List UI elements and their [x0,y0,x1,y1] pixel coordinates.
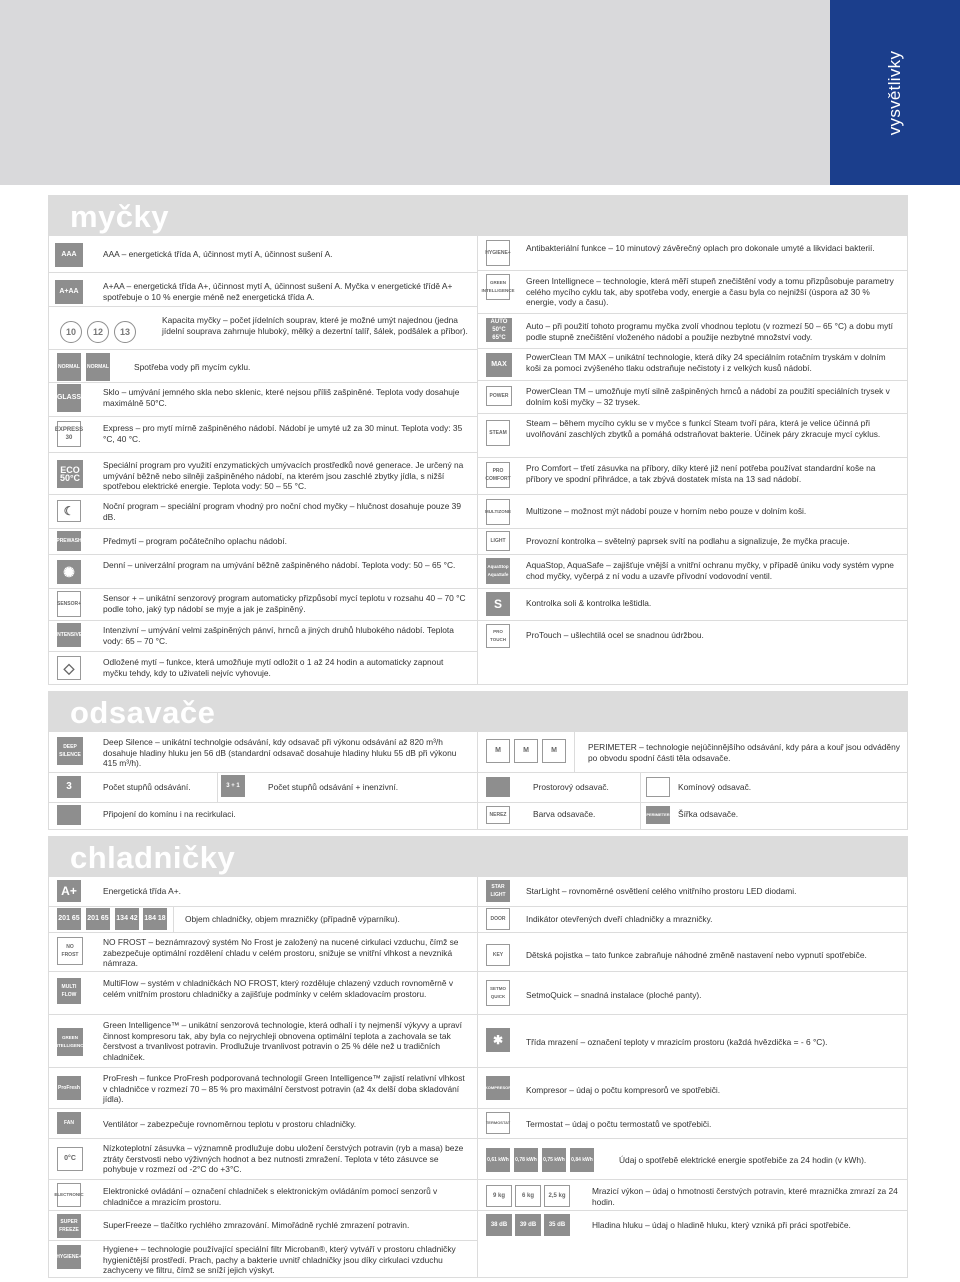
section-tab-label: vysvětlivky [885,50,904,135]
door-open-indicator-icon: DOOR [486,908,510,930]
eco-50-icon: ECO 50°C [57,460,83,488]
legend-text: Nízkoteplotní zásuvka – významně prodlužuje dobu uložení čerstvých potravin (ryb a masa) beze ztráty čerstvosti nebo výživných hodnot a bez nutnosti zmražení. Teplota v této zásuvce se pohybuje v rozmezí od -2°C do +3°C. [103,1143,464,1175]
legend-text: AquaStop, AquaSafe – zajišťuje vnější a vnitřní ochranu myčky, v případě úniku vody systém vypne chod myčky, vyčerpá z ní vodu a uzavře přívodní vodovodní ventil. [526,560,894,581]
profresh-icon: ProFresh [57,1076,81,1100]
energy-a-plus-aa-icon: A+AA [55,280,83,304]
perimeter-icon: M [542,739,566,763]
water-normal-icon: NORMAL [86,353,110,381]
hygiene-plus-icon: HYGIENE+ [486,240,510,266]
starlight-icon: STAR LIGHT [486,880,510,902]
energy-consumption-icon: 0,61 kWh [486,1148,510,1172]
green-intelligence-icon: GREEN INTELLIGENCE [57,1028,83,1056]
legend-text: AAA – energetická třída A, účinnost mytí A, účinnost sušení A. [103,249,333,259]
night-program-icon: ☾ [57,500,81,522]
aquastop-icon: AquaStop AquaSafe [486,558,510,584]
volume-icon: 184 18 [143,908,167,930]
multiflow-icon: MULTI FLOW [57,978,81,1004]
pro-touch-icon: PRO TOUCH [486,624,510,648]
legend-text: Termostat – údaj o počtu termostatů ve spotřebiči. [526,1119,712,1129]
legend-text: Spotřeba vody při mycím cyklu. [134,362,251,372]
setmoquick-icon: SETMO QUICK [486,980,510,1006]
daily-program-icon: ✺ [57,560,81,584]
prewash-icon: PREWASH [57,531,81,551]
legend-text: Indikátor otevřených dveří chladničky a mrazničky. [526,914,713,924]
capacity-10-icon: 10 [60,321,82,343]
legend-text: Připojení do komínu i na recirkulaci. [103,809,236,819]
powerclean-icon: POWER [486,386,512,406]
legend-text: Dětská pojistka – tato funkce zabraňuje náhodné změně nastavení nebo vypnutí spotřebiče. [526,950,867,960]
no-frost-icon: NO FROST [57,937,83,965]
multizone-icon: MULTIZONE [486,499,510,525]
freezing-capacity-icon: 2,5 kg [544,1185,570,1207]
legend-text: SuperFreeze – tlačítko rychlého zmrazování. Mimořádně rychlé zmrazení potravin. [103,1220,410,1230]
perimeter-icon: M [514,739,538,763]
legend-text: Green Intelligence™ – unikátní senzorová technologie, která odhalí i ty nejmenší výkyvy a upraví činnost kompresoru tak, aby byla co nejrychleji obnovena optimální teplota a zachovala se tak čerstvost a trvanlivost potravin. Prodlužuje trvanlivost potravin o 25 % déle než u tradičních chladniček. [103,1020,462,1062]
legend-text: NO FROST – beznámrazový systém No Frost je založený na nucené cirkulaci vzduchu, čímž se zabezpečuje optimální rozdělení chladu v celém prostoru, snižuje se vnitřní vlhkost a nevzniká námraza. [103,937,459,969]
legend-text: Steam – během mycího cyklu se v myčce s funkcí Steam tvoří pára, která je velice účinná při uvolňování zaschlých zbytků a pomáhá odstraňovat bakterie. Účinek páry zkracuje mycí cyklus. [526,418,881,439]
volume-icon: 201 65 [86,908,110,930]
legend-text: MultiFlow – systém v chladničkách NO FROST, který rozděluje chlazený vzduch rovnoměrně v celém vnitřním prostoru chladničky a zajišťuje podmínky v celém skladovacím prostoru. [103,978,454,999]
island-hood-icon [486,777,510,797]
hood-color-icon: NEREZ [486,806,510,824]
legend-text: Barva odsavače. [533,809,596,819]
noise-level-icon: 38 dB [486,1214,512,1236]
express-30-icon: EXPRESS 30 [57,421,81,447]
legend-text: PowerClean TM – umožňuje mytí silně zašpiněných hrnců a nádobí za použití speciálních trysek v dolním koši myčky – 32 trysek. [526,386,890,407]
legend-text: Auto – při použití tohoto programu myčka zvolí vhodnou teplotu (v rozmezí 50 – 65 °C) a dobu mytí podle stupně znečištění vloženého nádobí a použije nezbytné množství vody. [526,321,893,342]
legend-text: Energetická třída A+. [103,886,181,896]
compressor-icon: KOMPRESOR [486,1076,510,1100]
legend-text: Komínový odsavač. [678,782,752,792]
energy-consumption-icon: 0,78 kWh [514,1148,538,1172]
thermostat-icon: TERMOSTAT [486,1112,510,1134]
energy-consumption-icon: 0,84 kWh [570,1148,594,1172]
green-intelligence-icon: GREEN INTELLIGENCE [486,274,510,300]
section-title: myčky [70,199,170,234]
legend-text: Pro Comfort – třetí zásuvka na příbory, díky které již není potřeba používat standardní koše na příbory ve spodní přihrádce, a tak zbývá dostatek místa na 13 sad nádobí. [526,463,876,484]
section-title: chladničky [70,840,236,875]
legend-text: Deep Silence – unikátní technolgie odsávání, kdy odsavač při výkonu odsávání až 820 m³/h dosahuje hladiny hluku jen 56 dB (standardní odsavač dosahuje hladiny hluku 55 dB při výkonu 415 m³/h). [103,737,457,769]
auto-program-icon: AUTO 50°C 65°C [486,318,512,342]
legend-text: PERIMETER – technologie nejúčinnějšího odsávání, kdy pára a kouř jsou odváděny po obvodu spodní části těla odsavače. [588,742,900,763]
legend-text: Kontrolka soli & kontrolka leštidla. [526,598,652,608]
salt-rinse-indicator-icon: S [486,592,510,616]
section-header-hoods [48,691,908,731]
pro-comfort-icon: PRO COMFORT [486,462,510,488]
energy-a-plus-icon: A+ [57,880,81,902]
legend-text: Kapacita myčky – počet jídelních souprav, které je možné umýt najednou (jedna jídelní souprava zahrnuje hluboký, mělký a dezertní talíř, šálek, podšálek a příbor). [162,315,468,336]
freezer-class-icon: ✱ [486,1028,510,1052]
legend-text: Objem chladničky, objem mrazničky (případně výparníku). [185,914,400,924]
legend-text: Šířka odsavače. [678,809,739,819]
legend-text: Noční program – speciální program vhodný pro noční chod myčky – hlučnost dosahuje pouze 39 dB. [103,501,462,522]
intensive-icon: INTENSIVE [57,623,81,647]
legend-text: StarLight – rovnoměrné osvětlení celého vnitřního prostoru LED diodami. [526,886,797,896]
legend-text: PowerClean TM MAX – unikátní technologie, která díky 24 speciálním rotačním tryskám v dolním koši za pomoci zvýšeného tlaku odstraňuje nečistoty i z velkých kusů nádobí. [526,352,886,373]
delay-start-icon: ◇ [57,656,81,680]
glass-icon: GLASS [57,384,81,412]
legend-text: Počet stupňů odsávání. [103,782,191,792]
legend-text: Ventilátor – zabezpečuje rovnoměrnou teplotu v prostoru chladničky. [103,1119,357,1129]
legend-text: Prostorový odsavač. [533,782,609,792]
legend-text: Green Intellignece – technologie, která měří stupeň znečištění vody a tomu přizpůsobuje parametry celého mycího cyklu tak, aby spotřeba vody, energie a času byla co nejnižší (úspora až 30 % energie, vody a času). [526,276,894,308]
legend-text: Hladina hluku – údaj o hladině hluku, který vzniká při práci spotřebiče. [592,1220,851,1230]
top-band [0,0,960,185]
noise-level-icon: 35 dB [544,1214,570,1236]
legend-text: Odložené mytí – funkce, která umožňuje mytí odložit o 1 až 24 hodin a automaticky zapnout myčku tehdy, kdy to uživateli nejvíc vyhovuje. [103,657,444,678]
operating-light-icon: LIGHT [486,531,510,551]
child-lock-icon: KEY [486,944,510,966]
capacity-13-icon: 13 [114,321,136,343]
section-title: odsavače [70,695,216,730]
legend-text: Sklo – umývání jemného skla nebo sklenic, které nejsou příliš zašpiněné. Teplota vody dosahuje maximálně 50°C. [103,387,460,408]
fan-speeds-icon: 3 [57,776,81,798]
volume-icon: 201 65 [57,908,81,930]
legend-text: A+AA – energetická třída A+, účinnost mytí A, účinnost sušení A. Myčka v energetické třídě A+ spotřebuje o 10 % energie méně než energetická třída A. [103,281,453,302]
legend-text: Počet stupňů odsávání + inenzivní. [268,782,399,792]
chimney-hood-icon [646,777,670,797]
legend-text: Sensor + – unikátní senzorový program automaticky přizpůsobí mycí teplotu v rozsahu 40 – 70 °C podle toho, jaký typ nádobí se myje a jak je zašpiněný. [103,593,466,614]
section-header-dishwashers [48,195,908,235]
steam-icon: STEAM [486,420,510,446]
legend-text: Express – pro mytí mírně zašpiněného nádobí. Nádobí je umyté už za 30 minut. Teplota vody: 35 °C, 40 °C. [103,423,463,444]
noise-level-icon: 39 dB [515,1214,541,1236]
zero-degree-drawer-icon: 0°C [57,1147,83,1171]
legend-text: ProTouch – ušlechtilá ocel se snadnou údržbou. [526,630,704,640]
section-header-fridges [48,836,908,876]
super-freeze-icon: SUPER FREEZE [57,1214,81,1238]
recirculation-icon [57,805,81,825]
legend-text: Elektronické ovládání – označení chladniček s elektronickým ovládáním pomocí senzorů v chladničce a mrazicím prostoru. [103,1186,438,1207]
fan-icon: FAN [57,1112,81,1134]
electronic-control-icon: ELECTRONIC [57,1183,81,1207]
deep-silence-icon: DEEP SILENCE [57,737,83,765]
fan-speeds-intensive-icon: 3 + 1 [221,775,245,797]
legend-text: Kompresor – údaj o počtu kompresorů ve spotřebiči. [526,1085,721,1095]
perimeter-icon: M [486,739,510,763]
legend-text: SetmoQuick – snadná instalace (ploché panty). [526,990,702,1000]
legend-text: Údaj o spotřebě elektrické energie spotřebiče za 24 hodin (v kWh). [619,1155,867,1165]
powerclean-max-icon: MAX [486,353,512,377]
sensor-plus-icon: SENSOR+ [57,591,81,617]
volume-icon: 134 42 [115,908,139,930]
legend-text: Denní – univerzální program na umývání běžně zašpiněného nádobí. Teplota vody: 50 – 65 °C. [103,560,456,570]
legend-text: Intenzivní – umývání velmi zašpiněných pánví, hrnců a jiných druhů hlubokého nádobí. Teplota vody: 65 – 70 °C. [103,625,454,646]
legend-text: ProFresh – funkce ProFresh podporovaná technologií Green Intelligence™ zajistí relativní vlhkost v chladničce v rozmezí 70 – 85 % pro maximální čerstvost potravin (až 4x delší doba skladování jídla). [103,1073,465,1105]
water-normal-icon: NORMAL [57,353,81,381]
hygiene-plus-icon: HYGIENE+ [57,1245,81,1269]
legend-text: Antibakteriální funkce – 10 minutový závěrečný oplach pro dokonale umyté a likvidaci bakterií. [526,243,875,253]
legend-text: Provozní kontrolka – světelný paprsek svítí na podlahu a signalizuje, že myčka pracuje. [526,536,850,546]
legend-text: Předmytí – program počátečního oplachu nádobí. [103,536,287,546]
freezing-capacity-icon: 9 kg [486,1185,512,1207]
legend-text: Hygiene+ – technologie používající speciální filtr Microban®, který vytváří v prostoru chladničky hygieničtější prostředí. Prach, pachy a bakterie uvnitř chladničky jsou díky cirkulaci vzduchu zachyceny ve filtru, čímž se sníží jejich výskyt. [103,1244,456,1276]
freezing-capacity-icon: 6 kg [515,1185,541,1207]
legend-text: Multizone – možnost mýt nádobí pouze v horním nebo pouze v dolním koši. [526,506,807,516]
legend-text: Mrazicí výkon – údaj o hmotnosti čerstvých potravin, které mraznička zmrazí za 24 hodin. [592,1186,898,1207]
legend-text: Třída mrazení – označení teploty v mrazicím prostoru (každá hvězdička = - 6 °C). [526,1037,828,1047]
legend-text: Speciální program pro využití enzymatických umývacích prostředků nové generace. Je určený na umývání běžně nebo silněji zašpiněného nádobí, na kterém jsou zaschlé zbytky jídla, s nižší spotřebou elektrické energie. Teplota vody: 50 – 55 °C. [103,460,464,492]
hood-width-icon: PERIMETER [646,806,670,824]
energy-consumption-icon: 0,75 kWh [542,1148,566,1172]
energy-aaa-icon: AAA [55,243,83,267]
capacity-12-icon: 12 [87,321,109,343]
section-tab [830,0,960,185]
